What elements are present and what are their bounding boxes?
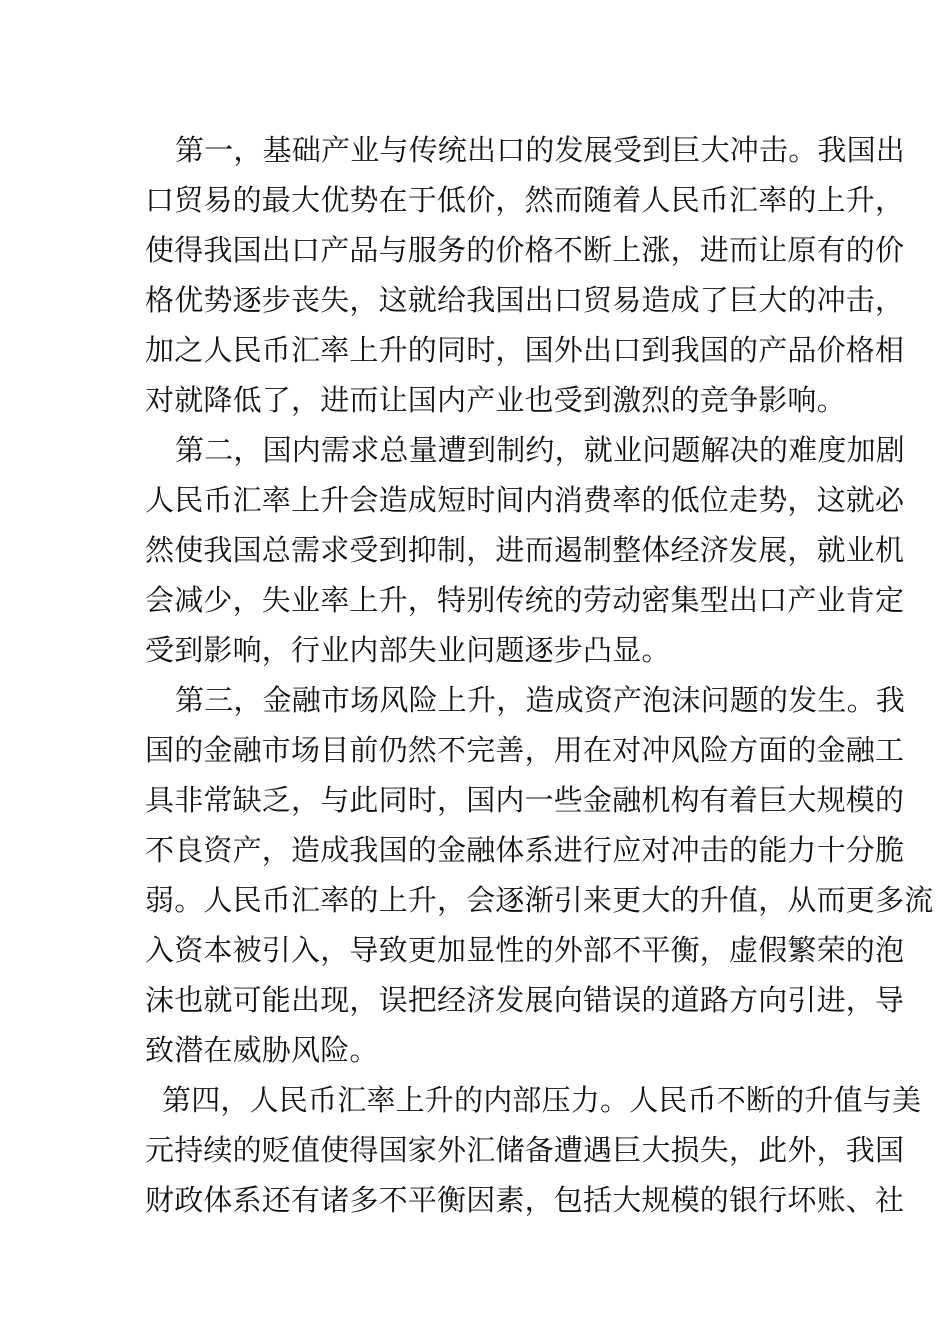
paragraph-line: 格优势逐步丧失，这就给我国出口贸易造成了巨大的冲击， (145, 283, 905, 317)
paragraph-line: 受到影响，行业内部失业问题逐步凸显。 (145, 633, 671, 667)
paragraph-line: 第二，国内需求总量遭到制约，就业问题解决的难度加剧 (175, 433, 906, 467)
paragraph-line: 沫也就可能出现，误把经济发展向错误的道路方向引进，导 (145, 983, 905, 1017)
paragraph-line: 不良资产，造成我国的金融体系进行应对冲击的能力十分脆 (145, 833, 905, 867)
paragraph-line: 元持续的贬值使得国家外汇储备遭遇巨大损失，此外，我国 (145, 1133, 905, 1167)
paragraph-line: 致潜在威胁风险。 (145, 1033, 379, 1067)
paragraph-line: 财政体系还有诸多不平衡因素，包括大规模的银行坏账、社 (145, 1183, 905, 1217)
paragraph-line: 人民币汇率上升会造成短时间内消费率的低位走势，这就必 (145, 483, 905, 517)
paragraph-line: 使得我国出口产品与服务的价格不断上涨，进而让原有的价 (145, 233, 905, 267)
paragraph-line: 第一，基础产业与传统出口的发展受到巨大冲击。我国出 (175, 133, 906, 167)
paragraph-line: 会减少，失业率上升，特别传统的劳动密集型出口产业肯定 (145, 583, 905, 617)
paragraph-line: 第三，金融市场风险上升，造成资产泡沫问题的发生。我 (175, 683, 906, 717)
paragraph-line: 国的金融市场目前仍然不完善，用在对冲风险方面的金融工 (145, 733, 905, 767)
paragraph-line: 入资本被引入，导致更加显性的外部不平衡，虚假繁荣的泡 (145, 933, 905, 967)
paragraph-line: 然使我国总需求受到抑制，进而遏制整体经济发展，就业机 (145, 533, 905, 567)
paragraph-line: 具非常缺乏，与此同时，国内一些金融机构有着巨大规模的 (145, 783, 905, 817)
paragraph-line: 对就降低了，进而让国内产业也受到激烈的竞争影响。 (145, 383, 846, 417)
paragraph-line: 第四，人民币汇率上升的内部压力。人民币不断的升值与美 (162, 1083, 922, 1117)
paragraph-line: 弱。人民币汇率的上升，会逐渐引来更大的升值，从而更多流 (145, 883, 934, 917)
paragraph-line: 加之人民币汇率上升的同时，国外出口到我国的产品价格相 (145, 333, 905, 367)
paragraph-line: 口贸易的最大优势在于低价，然而随着人民币汇率的上升， (145, 183, 905, 217)
